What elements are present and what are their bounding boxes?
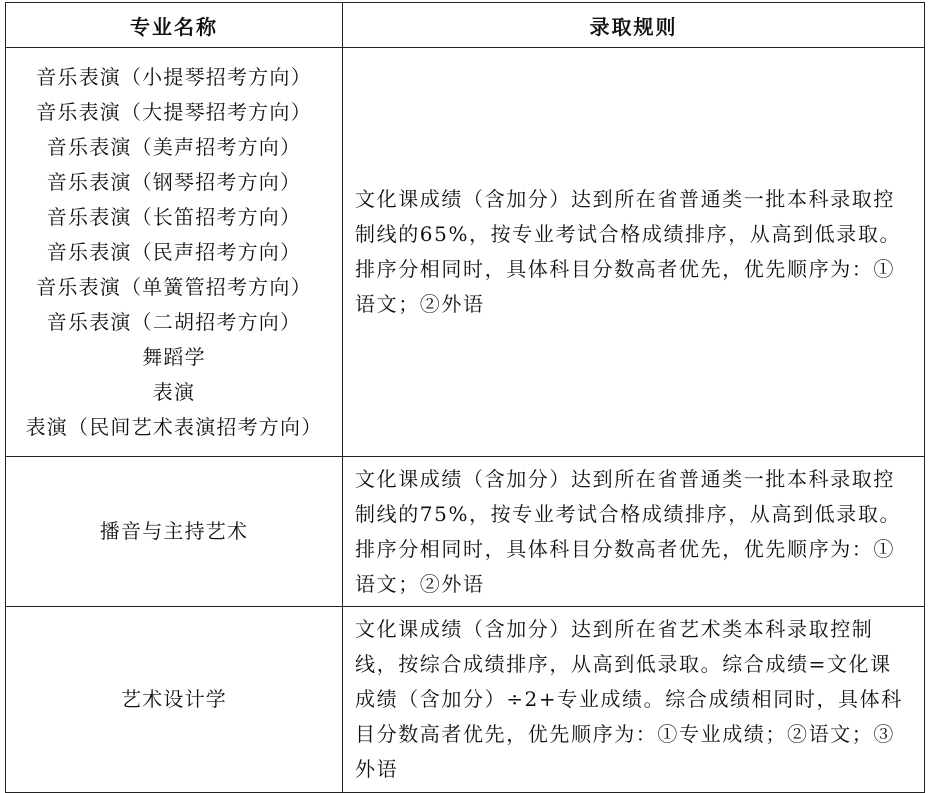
table-header-row (6, 3, 925, 48)
header-major-name: 专业名称 (6, 3, 343, 48)
major-list-cell (6, 48, 343, 457)
table-row (6, 48, 925, 457)
major-name: 音乐表演（大提琴招考方向） (36, 99, 312, 124)
major-name: 音乐表演（二胡招考方向） (46, 309, 302, 334)
major-list-cell (6, 607, 343, 793)
major-name: 表演 (152, 379, 196, 404)
major-list-cell (6, 457, 343, 607)
major-name: 表演（民间艺术表演招考方向） (25, 414, 323, 439)
major-name: 音乐表演（单簧管招考方向） (36, 274, 312, 299)
admission-rule-text: 文化课成绩（含加分）达到所在省艺术类本科录取控制线，按综合成绩排序，从高到低录取。综合成绩=文化课成绩（含加分）÷2+专业成绩。综合成绩相同时，具体科目分数高者优先，优先顺序为：①专业成绩；②语文；③外语 (343, 607, 925, 793)
major-name: 音乐表演（小提琴招考方向） (36, 64, 312, 89)
header-admission-rule: 录取规则 (343, 3, 925, 48)
major-name: 音乐表演（民声招考方向） (46, 239, 302, 264)
admission-rules-table-container (5, 2, 924, 793)
major-name: 音乐表演（钢琴招考方向） (46, 169, 302, 194)
admission-rule-text: 文化课成绩（含加分）达到所在省普通类一批本科录取控制线的75%，按专业考试合格成绩排序，从高到低录取。排序分相同时，具体科目分数高者优先，优先顺序为：①语文；②外语 (343, 457, 925, 607)
major-name: 音乐表演（美声招考方向） (46, 134, 302, 159)
table-row (6, 607, 925, 793)
major-name: 音乐表演（长笛招考方向） (46, 204, 302, 229)
admission-rules-table (5, 2, 925, 793)
major-name: 舞蹈学 (142, 344, 206, 369)
major-name: 艺术设计学 (121, 687, 227, 711)
major-name: 播音与主持艺术 (99, 519, 249, 543)
admission-rule-text: 文化课成绩（含加分）达到所在省普通类一批本科录取控制线的65%，按专业考试合格成绩排序，从高到低录取。排序分相同时，具体科目分数高者优先，优先顺序为：①语文；②外语 (343, 48, 925, 457)
table-row (6, 457, 925, 607)
